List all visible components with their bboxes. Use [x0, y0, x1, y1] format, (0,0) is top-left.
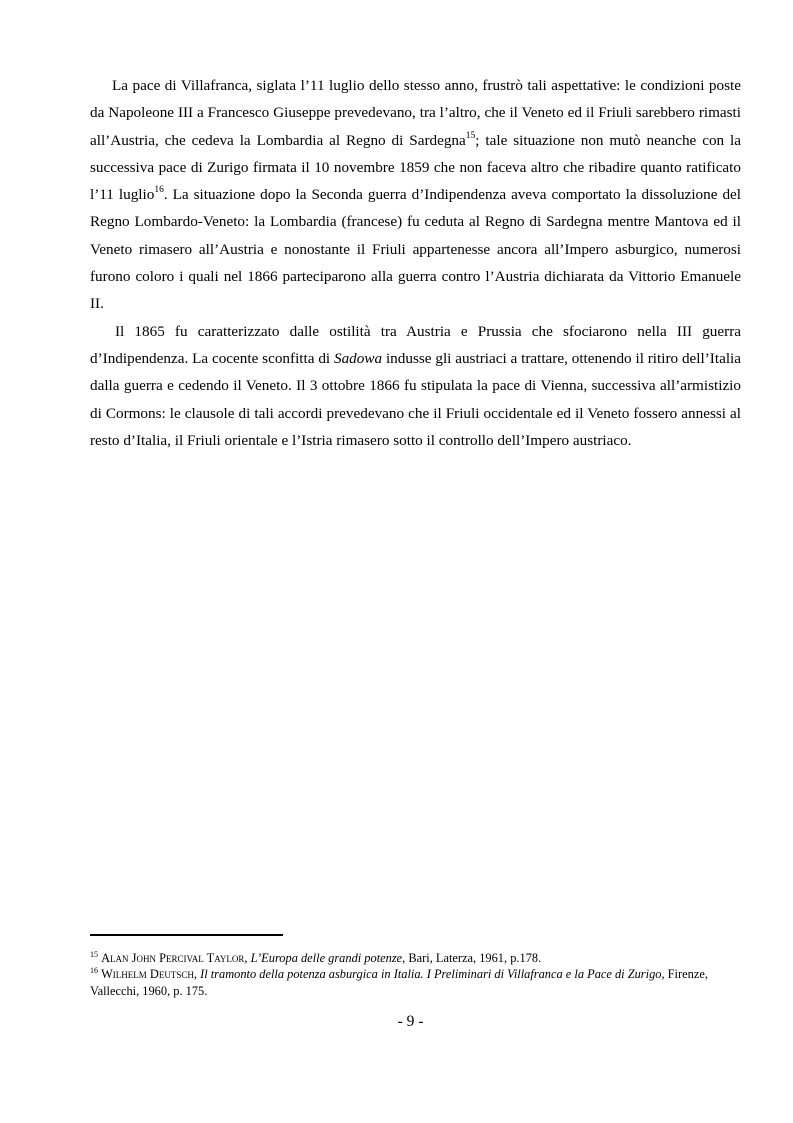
footnote-title: Il tramonto della potenza asburgica in Italia. I Preliminari di Villafranca e la Pace di Zurigo: [200, 967, 662, 982]
footnote-author: Wilhelm Deutsch: [101, 967, 194, 982]
footnote-publication: , Bari, Laterza, 1961, p.178.: [402, 951, 542, 965]
footnote-reference-15[interactable]: 15: [465, 130, 476, 141]
paragraph-villafranca: [90, 72, 741, 318]
paragraph-text: . La situazione dopo la Seconda guerra d’Indipendenza aveva comportato la dissoluzione del Regno Lombardo-Veneto: la Lombardia (francese) fu ceduta al Regno di Sardegna mentre Mantova ed il Veneto rimasero all’Austria e nonostante il Friuli appartenesse ancora all’Impero asburgico, numerosi furono coloro i quali nel 1866 parteciparono alla guerra contro l’Austria dichiarata da Vittorio Emanuele II.: [90, 186, 742, 313]
paragraph-text: Il 1865 fu caratterizzato dalle ostilità tra Austria e Prussia che sfociarono nella III guerra d’Indipendenza. La cocente sconfitta di: [90, 322, 741, 367]
footnote-publication: , Firenze, Vallecchi, 1960, p. 175.: [90, 967, 708, 998]
footnote-16: $^{16}$ Wilhelm Deutsch, Il tramonto della potenza asburgica in Italia. I Preliminari di Villafranca e la Pace di Zurigo, Firenze, Vallecchi, 1960, p. 175.: [90, 966, 708, 998]
footnote-number: 16: [90, 966, 98, 976]
footnotes: [90, 950, 741, 999]
paragraph-1866-war: [90, 318, 741, 454]
paragraph-text: indusse gli austriaci a trattare, ottenendo il ritiro dell’Italia dalla guerra e cedendo il Veneto. Il 3 ottobre 1866 fu stipulata la pace di Vienna, successiva all’armistizio di Cormons: le clausole di tali accordi prevedevano che il Friuli occidentale ed il Veneto fossero annessi al resto d’Italia, il Friuli orientale e l’Istria rimasero sotto il controllo dell’Impero austriaco.: [90, 349, 741, 449]
footnote-15: $^{15}$ Alan John Percival Taylor, L’Europa delle grandi potenze, Bari, Laterza, 1961, p.178.: [90, 950, 542, 965]
paragraph-text: ; tale situazione non mutò neanche con la successiva pace di Zurigo firmata il 10 novembre 1859 che non faceva altro che ribadire quanto ratificato l’11 luglio: [90, 131, 741, 204]
footnote-separator: [90, 934, 283, 936]
footnote-author: Alan John Percival Taylor: [101, 951, 245, 965]
page-number: - 9 -: [397, 1013, 424, 1030]
paragraph-text: La pace di Villafranca, siglata l’11 luglio dello stesso anno, frustrò tali aspettative: le condizioni poste da Napoleone III a Francesco Giuseppe prevedevano, tra l’altro, che il Veneto ed il Friuli sarebbero rimasti all’Austria, che cedeva la Lombardia al Regno di Sardegna: [90, 77, 741, 149]
footnote-title: L’Europa delle grandi potenze: [250, 951, 403, 965]
body-text: [90, 72, 741, 454]
footnote-number: 15: [90, 950, 98, 959]
footnote-reference-16[interactable]: 16: [154, 185, 164, 196]
emphasis-sadowa: Sadowa: [333, 349, 383, 367]
